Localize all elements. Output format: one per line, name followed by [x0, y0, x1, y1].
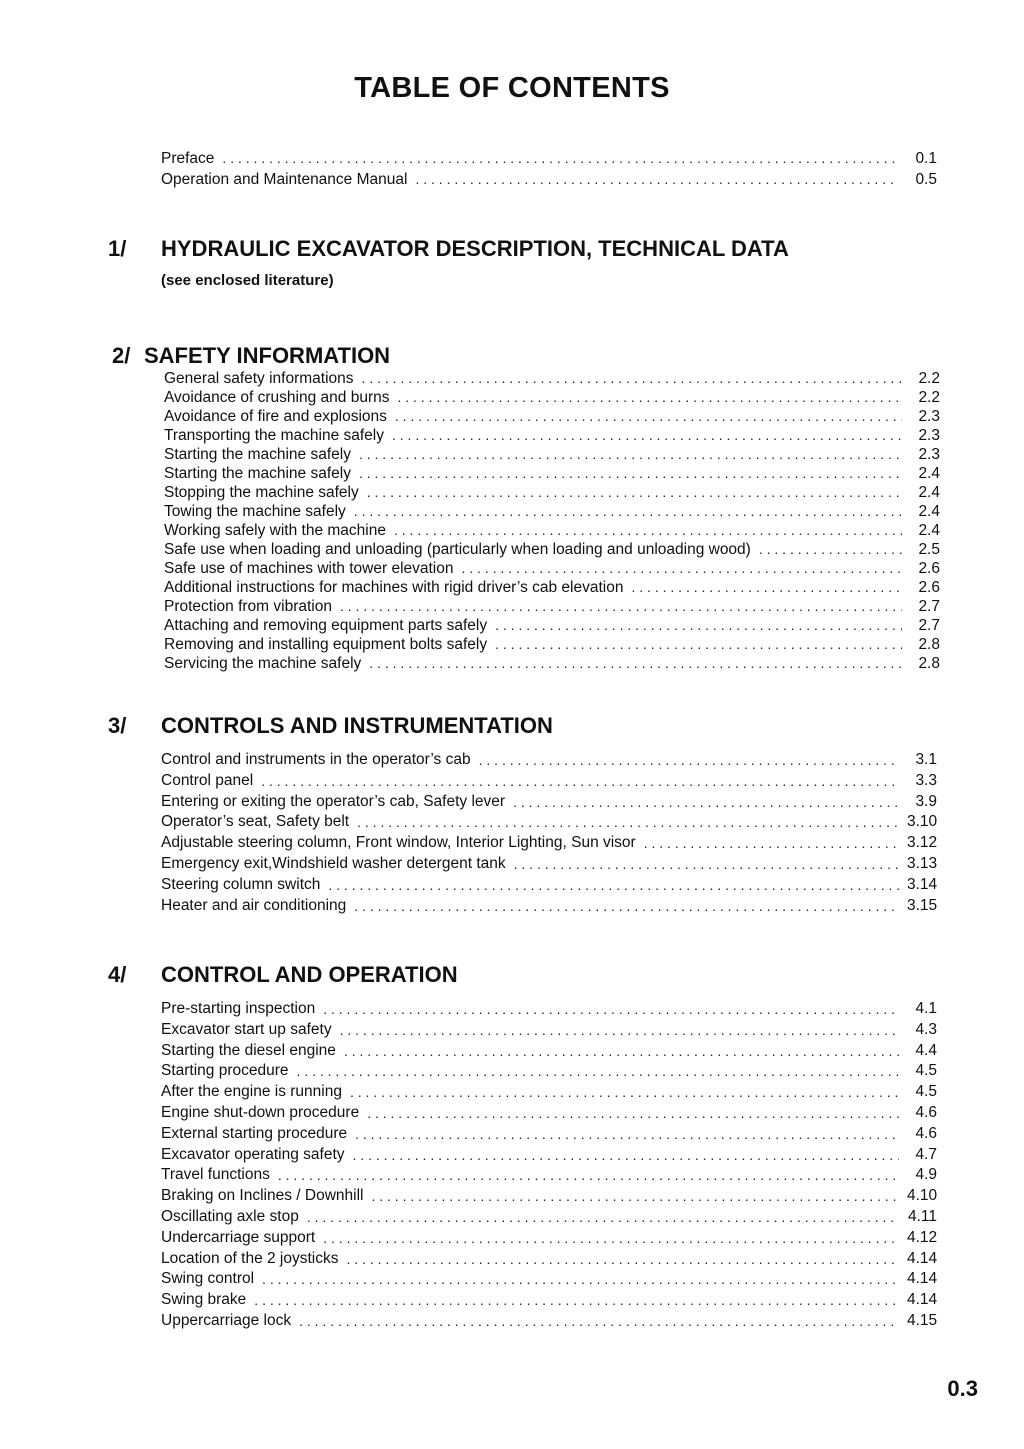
toc-entry-label: Heater and air conditioning — [161, 896, 347, 914]
toc-entry-page: 4.1 — [915, 1000, 937, 1017]
toc-entry-label: Pre-starting inspection — [161, 1000, 316, 1017]
toc-entry-label: Starting procedure — [161, 1062, 289, 1080]
toc-entry-page: 2.6 — [918, 579, 940, 596]
section-3-list — [161, 750, 937, 916]
toc-entry-page: 3.15 — [907, 896, 938, 914]
toc-entry-label: External starting procedure — [161, 1124, 348, 1142]
section-1-title: HYDRAULIC EXCAVATOR DESCRIPTION, TECHNICAL DATA — [161, 236, 789, 261]
toc-entry-page: 4.14 — [907, 1249, 938, 1267]
dot-leader — [394, 521, 902, 540]
toc-entry-label: Braking on Inclines / Downhill — [161, 1187, 364, 1205]
section-2-title: SAFETY INFORMATION — [144, 343, 391, 368]
dot-leader — [631, 578, 902, 597]
toc-entry-page: 2.2 — [918, 389, 940, 406]
toc-entry-label: Servicing the machine safely — [164, 655, 362, 672]
toc-entry-label: Preface — [161, 150, 215, 167]
toc-entry[interactable] — [161, 750, 937, 771]
toc-entry[interactable] — [161, 875, 937, 896]
toc-entry-page: 4.6 — [915, 1124, 937, 1142]
toc-entry-label: Excavator start up safety — [161, 1020, 332, 1038]
toc-entry-label: Towing the machine safely — [164, 503, 346, 520]
dot-leader — [323, 1228, 899, 1249]
dot-leader — [397, 388, 902, 407]
toc-entry-page: 2.7 — [918, 598, 940, 615]
toc-entry[interactable] — [164, 369, 940, 388]
toc-entry-page: 4.14 — [907, 1270, 938, 1288]
toc-entry[interactable] — [164, 407, 940, 426]
toc-entry-page: 3.13 — [907, 854, 938, 872]
dot-leader — [354, 502, 902, 521]
dot-leader — [369, 654, 902, 673]
toc-entry[interactable] — [161, 1145, 937, 1166]
toc-entry[interactable] — [161, 999, 937, 1020]
toc-entry-page: 4.4 — [915, 1041, 937, 1059]
dot-leader — [350, 1082, 899, 1103]
toc-entry[interactable] — [164, 540, 940, 559]
dot-leader — [415, 169, 899, 190]
toc-entry-page: 0.1 — [915, 150, 937, 167]
toc-entry[interactable] — [161, 1020, 937, 1041]
dot-leader — [340, 597, 902, 616]
dot-leader — [355, 1124, 899, 1145]
dot-leader — [395, 407, 902, 426]
front-matter-list — [161, 148, 937, 190]
toc-entry-label: Additional instructions for machines with rigid driver’s cab elevation — [164, 579, 624, 596]
section-3-number: 3/ — [108, 713, 127, 738]
toc-entry-page: 2.7 — [918, 617, 940, 634]
toc-entry-page: 2.6 — [918, 560, 940, 577]
toc-entry-page: 3.12 — [907, 834, 938, 852]
dot-leader — [359, 445, 902, 464]
section-1-note: (see enclosed literature) — [161, 272, 334, 289]
toc-entry-page: 4.3 — [915, 1020, 937, 1038]
dot-leader — [759, 540, 902, 559]
toc-entry-page: 3.1 — [915, 751, 937, 768]
toc-entry[interactable] — [161, 1124, 937, 1145]
dot-leader — [495, 635, 902, 654]
toc-entry-label: Location of the 2 joysticks — [161, 1249, 339, 1267]
toc-entry-label: Control and instruments in the operator’s cab — [161, 751, 471, 768]
toc-entry-page: 4.12 — [907, 1228, 938, 1246]
toc-entry-label: Oscillating axle stop — [161, 1207, 299, 1225]
toc-entry-page: 3.3 — [915, 771, 937, 789]
toc-entry[interactable] — [161, 1186, 937, 1207]
toc-entry[interactable] — [161, 1228, 937, 1249]
toc-entry[interactable] — [161, 1103, 937, 1124]
toc-entry[interactable] — [161, 1061, 937, 1082]
toc-entry[interactable] — [161, 896, 937, 917]
toc-entry-label: Safe use when loading and unloading (particularly when loading and unloading wood) — [164, 541, 751, 558]
section-4-list — [161, 999, 937, 1332]
dot-leader — [354, 896, 899, 917]
toc-entry-page: 2.4 — [918, 522, 940, 539]
toc-entry[interactable] — [164, 464, 940, 483]
toc-entry[interactable] — [161, 1290, 937, 1311]
toc-entry[interactable] — [161, 148, 937, 169]
toc-entry[interactable] — [164, 635, 940, 654]
toc-entry-page: 2.4 — [918, 503, 940, 520]
dot-leader — [362, 369, 902, 388]
dot-leader — [344, 1041, 899, 1062]
toc-entry-page: 2.4 — [918, 465, 940, 482]
toc-entry-page: 4.15 — [907, 1311, 938, 1329]
toc-entry[interactable] — [164, 445, 940, 464]
toc-entry-label: Safe use of machines with tower elevation — [164, 560, 454, 577]
toc-entry-label: Starting the machine safely — [164, 465, 351, 482]
toc-entry[interactable] — [161, 854, 937, 875]
toc-entry[interactable] — [164, 559, 940, 578]
toc-entry-page: 2.3 — [918, 408, 940, 425]
toc-entry-page: 3.10 — [907, 813, 938, 831]
toc-entry-label: Steering column switch — [161, 875, 321, 893]
toc-entry-page: 4.9 — [915, 1166, 937, 1184]
toc-entry-label: Avoidance of fire and explosions — [164, 408, 387, 425]
dot-leader — [357, 812, 899, 833]
toc-entry[interactable] — [164, 426, 940, 445]
toc-entry-label: Swing brake — [161, 1291, 247, 1309]
toc-entry-label: Engine shut-down procedure — [161, 1103, 360, 1121]
toc-entry[interactable] — [164, 483, 940, 502]
toc-entry-page: 4.14 — [907, 1291, 938, 1309]
toc-entry[interactable] — [161, 1311, 937, 1332]
toc-entry-label: Uppercarriage lock — [161, 1311, 292, 1329]
toc-entry-label: General safety informations — [164, 370, 354, 387]
toc-entry[interactable] — [161, 1165, 937, 1186]
toc-entry-label: Avoidance of crushing and burns — [164, 389, 390, 406]
toc-entry[interactable] — [161, 833, 937, 854]
toc-entry[interactable] — [161, 771, 937, 792]
dot-leader — [495, 616, 902, 635]
dot-leader — [371, 1186, 899, 1207]
dot-leader — [514, 854, 899, 875]
toc-entry-page: 2.3 — [918, 427, 940, 444]
toc-entry-label: Operator’s seat, Safety belt — [161, 813, 350, 831]
dot-leader — [254, 1290, 899, 1311]
toc-entry-label: Emergency exit,Windshield washer detergent tank — [161, 854, 506, 872]
toc-entry-label: Stopping the machine safely — [164, 484, 359, 501]
toc-entry-label: Entering or exiting the operator’s cab, Safety lever — [161, 792, 506, 810]
dot-leader — [353, 1145, 899, 1166]
dot-leader — [297, 1061, 899, 1082]
dot-leader — [340, 1020, 899, 1041]
dot-leader — [323, 999, 899, 1020]
dot-leader — [261, 771, 899, 792]
dot-leader — [307, 1207, 899, 1228]
toc-entry-page: 4.5 — [915, 1062, 937, 1080]
dot-leader — [328, 875, 899, 896]
dot-leader — [462, 559, 903, 578]
toc-entry-label: Swing control — [161, 1270, 255, 1288]
toc-entry-page: 4.5 — [915, 1083, 937, 1101]
toc-entry-label: Starting the diesel engine — [161, 1041, 336, 1059]
toc-entry[interactable] — [161, 1041, 937, 1062]
toc-entry-page: 2.2 — [918, 370, 940, 387]
toc-entry[interactable] — [164, 616, 940, 635]
toc-entry-label: Excavator operating safety — [161, 1145, 345, 1163]
dot-leader — [222, 148, 899, 169]
toc-entry-label: Adjustable steering column, Front window, Interior Lighting, Sun visor — [161, 834, 636, 852]
section-3-title: CONTROLS AND INSTRUMENTATION — [161, 713, 553, 738]
toc-entry-page: 4.7 — [915, 1145, 937, 1163]
toc-entry[interactable] — [164, 597, 940, 616]
toc-entry-label: After the engine is running — [161, 1083, 342, 1101]
toc-entry[interactable] — [161, 1082, 937, 1103]
toc-entry-page: 4.6 — [915, 1103, 937, 1121]
toc-entry[interactable] — [164, 654, 940, 673]
section-1-number: 1/ — [108, 236, 127, 261]
toc-entry-label: Undercarriage support — [161, 1228, 316, 1246]
toc-entry-page: 3.14 — [907, 875, 938, 893]
toc-entry-page: 0.5 — [915, 171, 937, 188]
toc-entry-label: Attaching and removing equipment parts safely — [164, 617, 488, 634]
toc-entry-label: Working safely with the machine — [164, 522, 386, 539]
toc-entry-page: 4.10 — [907, 1187, 938, 1205]
dot-leader — [644, 833, 899, 854]
toc-entry[interactable] — [161, 812, 937, 833]
dot-leader — [367, 1103, 899, 1124]
dot-leader — [278, 1165, 899, 1186]
toc-entry[interactable] — [161, 1207, 937, 1228]
toc-entry[interactable] — [161, 1249, 937, 1270]
dot-leader — [347, 1249, 900, 1270]
toc-entry-page: 2.4 — [918, 484, 940, 501]
dot-leader — [392, 426, 902, 445]
dot-leader — [359, 464, 902, 483]
toc-entry-page: 2.3 — [918, 446, 940, 463]
toc-entry[interactable] — [164, 388, 940, 407]
toc-entry-page: 4.11 — [907, 1207, 937, 1225]
section-4-number: 4/ — [108, 962, 127, 987]
toc-entry[interactable] — [161, 1269, 937, 1290]
section-4-title: CONTROL AND OPERATION — [161, 962, 458, 987]
dot-leader — [479, 750, 899, 771]
toc-entry[interactable] — [164, 502, 940, 521]
toc-entry[interactable] — [164, 578, 940, 597]
toc-entry-label: Removing and installing equipment bolts safely — [164, 636, 488, 653]
toc-entry-page: 2.8 — [918, 636, 940, 653]
section-2-number: 2/ — [112, 343, 131, 368]
toc-entry-label: Starting the machine safely — [164, 446, 351, 463]
toc-entry-label: Protection from vibration — [164, 598, 332, 615]
page-number: 0.3 — [947, 1376, 978, 1401]
toc-entry-page: 2.5 — [918, 541, 940, 558]
toc-entry-label: Control panel — [161, 771, 254, 789]
toc-entry-label: Transporting the machine safely — [164, 427, 384, 444]
toc-entry-page: 2.8 — [918, 655, 940, 672]
dot-leader — [299, 1311, 899, 1332]
toc-entry-label: Travel functions — [161, 1166, 270, 1184]
toc-entry[interactable] — [164, 521, 940, 540]
dot-leader — [367, 483, 902, 502]
toc-entry[interactable] — [161, 169, 937, 190]
toc-entry-label: Operation and Maintenance Manual — [161, 171, 408, 188]
page-title: TABLE OF CONTENTS — [354, 72, 670, 104]
dot-leader — [262, 1269, 899, 1290]
toc-entry[interactable] — [161, 792, 937, 813]
dot-leader — [513, 792, 899, 813]
toc-entry-page: 3.9 — [915, 792, 937, 810]
section-2-list — [164, 369, 940, 673]
